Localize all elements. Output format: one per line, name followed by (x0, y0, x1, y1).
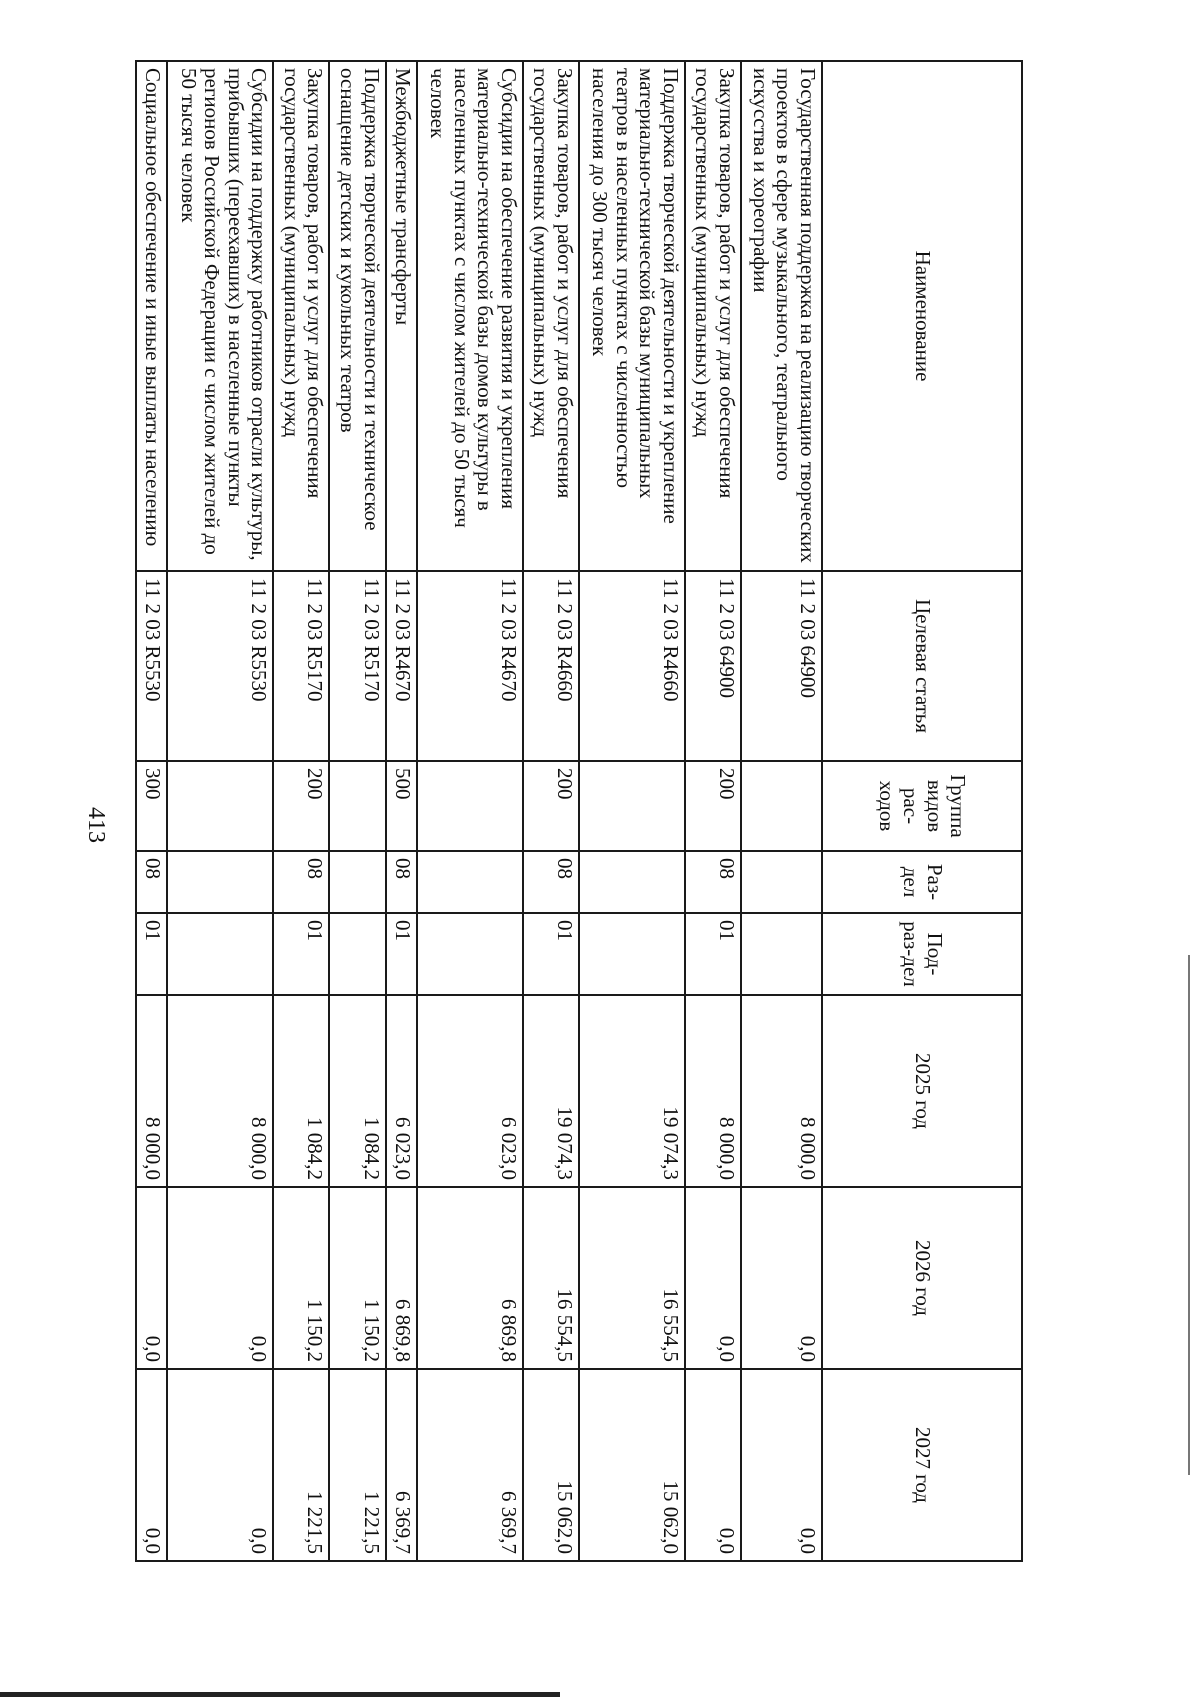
header-year-2027: 2027 год (822, 1369, 1022, 1561)
cell-target-article: 11 2 03 R4660 (579, 571, 685, 761)
cell-target-article: 11 2 03 R5530 (136, 571, 167, 761)
cell-year-2027: 15 062,0 (523, 1369, 579, 1561)
cell-expense-group (741, 761, 822, 851)
cell-target-article: 11 2 03 R4660 (523, 571, 579, 761)
header-section: Раз-дел (822, 851, 1022, 913)
cell-target-article: 11 2 03 R5170 (273, 571, 329, 761)
header-year-2026: 2026 год (822, 1187, 1022, 1369)
cell-target-article: 11 2 03 R4670 (386, 571, 417, 761)
header-expense-group: Группа видов рас-ходов (822, 761, 1022, 851)
table-row (685, 61, 741, 1561)
cell-section: 08 (136, 851, 167, 913)
cell-name: Закупка товаров, работ и услуг для обеспечения государственных (муниципальных) нужд (685, 61, 741, 571)
cell-year-2026: 0,0 (685, 1187, 741, 1369)
cell-target-article: 11 2 03 64900 (685, 571, 741, 761)
table-row (273, 61, 329, 1561)
page-number: 413 (83, 807, 109, 843)
cell-expense-group: 200 (685, 761, 741, 851)
cell-year-2026: 6 869,8 (386, 1187, 417, 1369)
cell-subsection (167, 913, 273, 995)
cell-section (579, 851, 685, 913)
table-row (579, 61, 685, 1561)
cell-year-2027: 6 369,7 (386, 1369, 417, 1561)
cell-year-2027: 0,0 (685, 1369, 741, 1561)
table-row (386, 61, 417, 1561)
cell-year-2025: 19 074,3 (523, 995, 579, 1187)
cell-year-2026: 0,0 (167, 1187, 273, 1369)
cell-expense-group (417, 761, 523, 851)
table-row (167, 61, 273, 1561)
header-year-2025: 2025 год (822, 995, 1022, 1187)
cell-section (167, 851, 273, 913)
cell-subsection: 01 (685, 913, 741, 995)
cell-year-2025: 1 084,2 (329, 995, 385, 1187)
cell-name: Закупка товаров, работ и услуг для обеспечения государственных (муниципальных) нужд (523, 61, 579, 571)
table-row (523, 61, 579, 1561)
cell-year-2025: 8 000,0 (685, 995, 741, 1187)
cell-section (329, 851, 385, 913)
cell-expense-group: 500 (386, 761, 417, 851)
cell-year-2026: 0,0 (136, 1187, 167, 1369)
cell-subsection: 01 (386, 913, 417, 995)
cell-year-2025: 6 023,0 (386, 995, 417, 1187)
cell-year-2026: 16 554,5 (579, 1187, 685, 1369)
cell-section (741, 851, 822, 913)
cell-year-2026: 1 150,2 (329, 1187, 385, 1369)
table-row (329, 61, 385, 1561)
cell-year-2027: 0,0 (741, 1369, 822, 1561)
cell-year-2025: 6 023,0 (417, 995, 523, 1187)
cell-year-2027: 0,0 (136, 1369, 167, 1561)
table-row (417, 61, 523, 1561)
cell-subsection: 01 (523, 913, 579, 995)
cell-section: 08 (386, 851, 417, 913)
table-row (741, 61, 822, 1561)
cell-name: Закупка товаров, работ и услуг для обеспечения государственных (муниципальных) нужд (273, 61, 329, 571)
cell-year-2027: 15 062,0 (579, 1369, 685, 1561)
cell-year-2025: 1 084,2 (273, 995, 329, 1187)
cell-year-2027: 0,0 (167, 1369, 273, 1561)
cell-name: Социальное обеспечение и иные выплаты населению (136, 61, 167, 571)
cell-expense-group (579, 761, 685, 851)
cell-name: Поддержка творческой деятельности и укрепление материально-технической базы муниципальных театров в населенных пунктах с численностью населения до 300 тысяч человек (579, 61, 685, 571)
cell-subsection (741, 913, 822, 995)
cell-year-2025: 8 000,0 (167, 995, 273, 1187)
cell-section: 08 (523, 851, 579, 913)
cell-name: Межбюджетные трансферты (386, 61, 417, 571)
header-target-article: Целевая статья (822, 571, 1022, 761)
budget-table-frame (135, 60, 1023, 1560)
cell-section (417, 851, 523, 913)
scan-edge-line (0, 1692, 560, 1697)
cell-name: Поддержка творческой деятельности и техническое оснащение детских и кукольных театров (329, 61, 385, 571)
table-body (136, 61, 822, 1561)
cell-target-article: 11 2 03 R4670 (417, 571, 523, 761)
cell-year-2026: 6 869,8 (417, 1187, 523, 1369)
cell-expense-group: 200 (523, 761, 579, 851)
cell-target-article: 11 2 03 R5170 (329, 571, 385, 761)
cell-year-2027: 1 221,5 (329, 1369, 385, 1561)
cell-section: 08 (273, 851, 329, 913)
scan-edge-line-right (1188, 955, 1190, 1475)
cell-name: Государственная поддержка на реализацию творческих проектов в сфере музыкального, театрального искусства и хореографии (741, 61, 822, 571)
cell-expense-group (329, 761, 385, 851)
cell-year-2025: 19 074,3 (579, 995, 685, 1187)
cell-name: Субсидии на обеспечение развития и укрепления материально-технической базы домов культуры в населенных пунктах с числом жителей до 50 тысяч человек (417, 61, 523, 571)
cell-target-article: 11 2 03 64900 (741, 571, 822, 761)
cell-expense-group: 300 (136, 761, 167, 851)
cell-year-2027: 6 369,7 (417, 1369, 523, 1561)
cell-year-2026: 1 150,2 (273, 1187, 329, 1369)
budget-table (135, 60, 1023, 1562)
cell-year-2025: 8 000,0 (741, 995, 822, 1187)
cell-subsection: 01 (273, 913, 329, 995)
cell-section: 08 (685, 851, 741, 913)
cell-subsection (329, 913, 385, 995)
header-row (822, 61, 1022, 1561)
header-name: Наименование (822, 61, 1022, 571)
cell-year-2026: 16 554,5 (523, 1187, 579, 1369)
cell-name: Субсидии на поддержку работников отрасли культуры, прибывших (переехавших) в населенные пункты регионов Российской Федерации с числом жителей до 50 тысяч человек (167, 61, 273, 571)
cell-expense-group: 200 (273, 761, 329, 851)
cell-subsection: 01 (136, 913, 167, 995)
cell-expense-group (167, 761, 273, 851)
table-row (136, 61, 167, 1561)
cell-year-2026: 0,0 (741, 1187, 822, 1369)
cell-year-2027: 1 221,5 (273, 1369, 329, 1561)
cell-target-article: 11 2 03 R5530 (167, 571, 273, 761)
cell-subsection (417, 913, 523, 995)
header-subsection: Под-раз-дел (822, 913, 1022, 995)
budget-table-rotated (135, 60, 1023, 1560)
cell-subsection (579, 913, 685, 995)
cell-year-2025: 8 000,0 (136, 995, 167, 1187)
